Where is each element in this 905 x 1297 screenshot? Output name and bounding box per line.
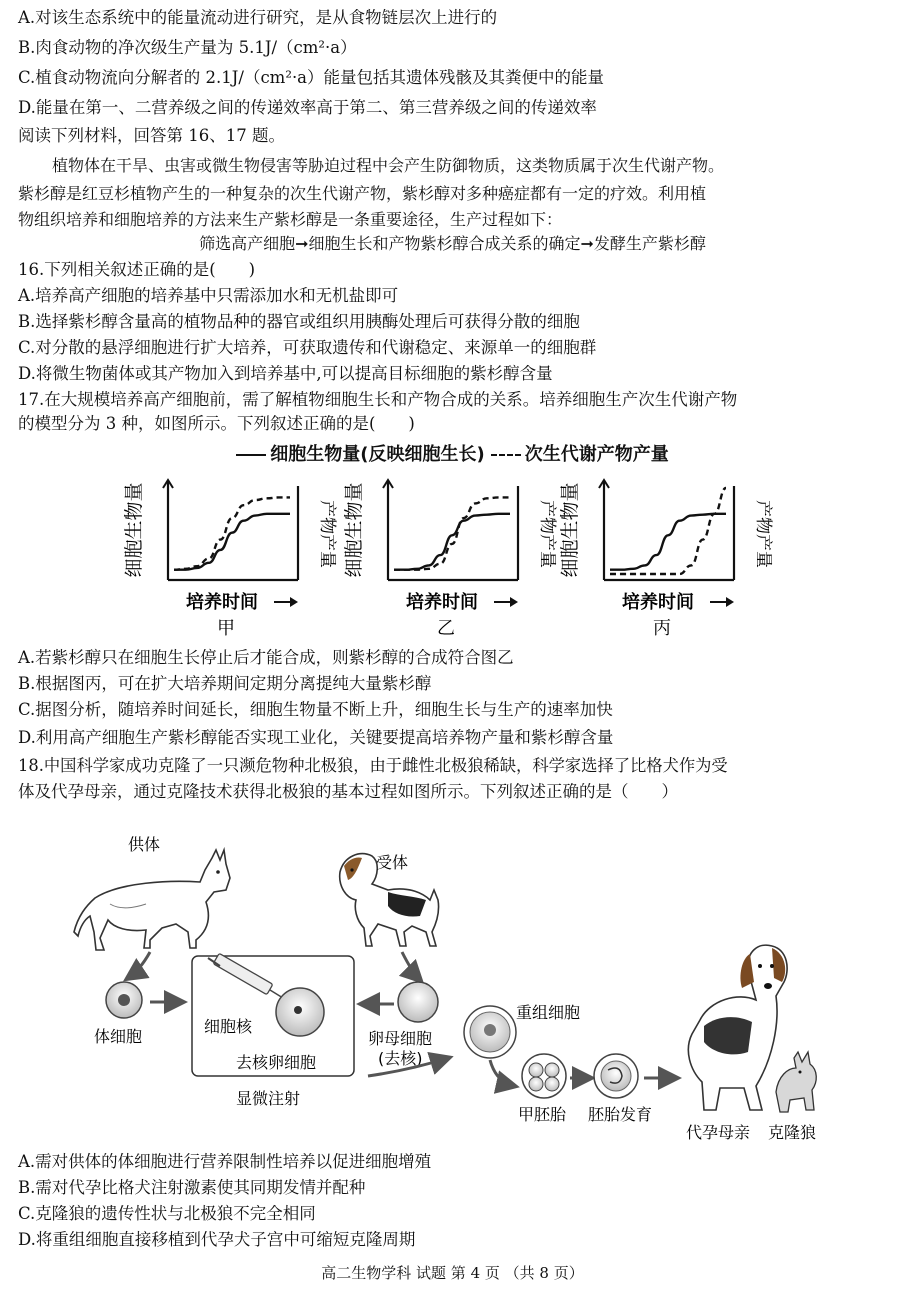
series-biomass-0 (174, 514, 290, 570)
cloning-diagram (0, 820, 905, 1150)
panel-name-2: 丙 (653, 618, 671, 639)
material-line-1: 植物体在干旱、虫害或微生物侵害等胁迫过程中会产生防御物质，这类物质属于次生代谢产物。 (52, 156, 725, 175)
ylabel-right-1: 产物产量 (537, 500, 557, 568)
q16-stem: 16.下列相关叙述正确的是( ) (18, 260, 256, 279)
q17-stem-1: 17.在大规模培养高产细胞前，需了解植物细胞生长和产物合成的关系。培养细胞生产次生代谢产物 (18, 390, 738, 409)
series-product-2 (610, 488, 726, 574)
xlabel-arrowhead-2 (726, 597, 734, 607)
ylabel-right-2: 产物产量 (753, 500, 773, 568)
series-product-1 (394, 497, 510, 569)
q15-option-c: C.植食动物流向分解者的 2.1J/（cm²·a）能量包括其遗体残骸及其粪便中的能量 (18, 68, 605, 87)
q16-option-c: C.对分散的悬浮细胞进行扩大培养，可获取遗传和代谢稳定、来源单一的细胞群 (18, 338, 597, 357)
q18-option-d: D.将重组细胞直接移植到代孕犬子宫中可缩短克隆周期 (18, 1230, 416, 1249)
reconstructed-cell-icon (464, 1006, 516, 1058)
embryo-icon (522, 1054, 566, 1098)
xlabel-0: 培养时间 (186, 592, 258, 613)
oocyte-icon (398, 982, 438, 1022)
label-recipient: 受体 (376, 853, 409, 872)
material-line-3: 物组织培养和细胞培养的方法来生产紫杉醇是一条重要途径，生产过程如下： (18, 210, 563, 229)
q18-option-a: A.需对供体的体细胞进行营养限制性培养以促进细胞增殖 (18, 1152, 432, 1171)
q15-option-d: D.能量在第一、二营养级之间的传递效率高于第二、第三营养级之间的传递效率 (18, 98, 597, 117)
xlabel-2: 培养时间 (622, 592, 694, 613)
label-clone: 克隆狼 (768, 1123, 817, 1142)
label-donor: 供体 (128, 835, 161, 854)
material-line-2: 紫杉醇是红豆杉植物产生的一种复杂的次生代谢产物，紫杉醇对多种癌症都有一定的疗效。利用植 (18, 184, 707, 203)
page-footer: 高二生物学科 试题 第 4 页 （共 8 页） (321, 1264, 584, 1282)
label-enucleated-oocyte: 去核卵细胞 (236, 1053, 317, 1072)
somatic-cell-icon (106, 982, 142, 1018)
label-microinjection: 显微注射 (236, 1089, 301, 1108)
ylabel-left-0: 细胞生物量 (123, 482, 145, 578)
embryo-development-icon (594, 1054, 638, 1098)
label-nucleus: 细胞核 (204, 1017, 253, 1036)
q17-option-a: A.若紫杉醇只在细胞生长停止后才能合成，则紫杉醇的合成符合图乙 (18, 648, 514, 667)
ylabel-left-2: 细胞生物量 (559, 482, 581, 578)
legend-product: 次生代谢产物产量 (524, 444, 669, 465)
growth-charts (0, 468, 905, 648)
reading-instruction: 阅读下列材料，回答第 16、17 题。 (18, 126, 285, 145)
q18-option-c: C.克隆狼的遗传性状与北极狼不完全相同 (18, 1204, 316, 1223)
label-reconstructed-cell: 重组细胞 (516, 1003, 581, 1022)
q17-option-c: C.据图分析，随培养时间延长，细胞生物量不断上升，细胞生长与生产的速率加快 (18, 700, 613, 719)
label-embryo: 甲胚胎 (518, 1105, 567, 1124)
process-flow: 筛选高产细胞➞细胞生长和产物紫杉醇合成关系的确定➞发酵生产紫杉醇 (199, 234, 706, 253)
q17-option-d: D.利用高产细胞生产紫杉醇能否实现工业化，关键要提高培养物产量和紫杉醇含量 (18, 728, 614, 747)
legend-dashed-line (491, 454, 521, 456)
xlabel-1: 培养时间 (406, 592, 478, 613)
enucleated-oocyte-icon (276, 988, 324, 1036)
q17-option-b: B.根据图丙，可在扩大培养期间定期分离提纯大量紫杉醇 (18, 674, 432, 693)
legend-biomass: 细胞生物量(反映细胞生长) (270, 444, 485, 465)
xlabel-arrowhead-0 (290, 597, 298, 607)
q17-stem-2: 的模型分为 3 种，如图所示。下列叙述正确的是( ) (18, 414, 415, 433)
q16-option-b: B.选择紫杉醇含量高的植物品种的器官或组织用胰酶处理后可获得分散的细胞 (18, 312, 580, 331)
label-somatic-cell: 体细胞 (94, 1027, 143, 1046)
label-enucleated: (去核) (378, 1049, 423, 1068)
label-development: 胚胎发育 (588, 1105, 653, 1124)
xlabel-arrowhead-1 (510, 597, 518, 607)
q18-stem-2: 体及代孕母亲，通过克隆技术获得北极狼的基本过程如图所示。下列叙述正确的是（ ） (18, 782, 678, 801)
chart-legend (0, 440, 905, 466)
surrogate-beagle-icon (688, 945, 787, 1110)
wolf-icon (74, 850, 230, 950)
q15-option-a: A.对该生态系统中的能量流动进行研究，是从食物链层次上进行的 (18, 8, 498, 27)
series-biomass-1 (394, 514, 510, 570)
legend-solid-line (236, 454, 266, 456)
q15-option-b: B.肉食动物的净次级生产量为 5.1J/（cm²·a） (18, 38, 357, 57)
q18-option-b: B.需对代孕比格犬注射激素使其同期发情并配种 (18, 1178, 366, 1197)
ylabel-right-0: 产物产量 (317, 500, 337, 568)
cloned-wolf-icon (776, 1052, 816, 1112)
panel-name-1: 乙 (437, 618, 455, 639)
label-oocyte: 卵母细胞 (368, 1029, 433, 1048)
label-surrogate: 代孕母亲 (686, 1123, 751, 1142)
ylabel-left-1: 细胞生物量 (343, 482, 365, 578)
panel-name-0: 甲 (217, 618, 235, 639)
q16-option-a: A.培养高产细胞的培养基中只需添加水和无机盐即可 (18, 286, 399, 305)
q16-option-d: D.将微生物菌体或其产物加入到培养基中,可以提高目标细胞的紫杉醇含量 (18, 364, 553, 383)
q18-stem-1: 18.中国科学家成功克隆了一只濒危物种北极狼，由于雌性北极狼稀缺，科学家选择了比格犬作为受 (18, 756, 728, 775)
